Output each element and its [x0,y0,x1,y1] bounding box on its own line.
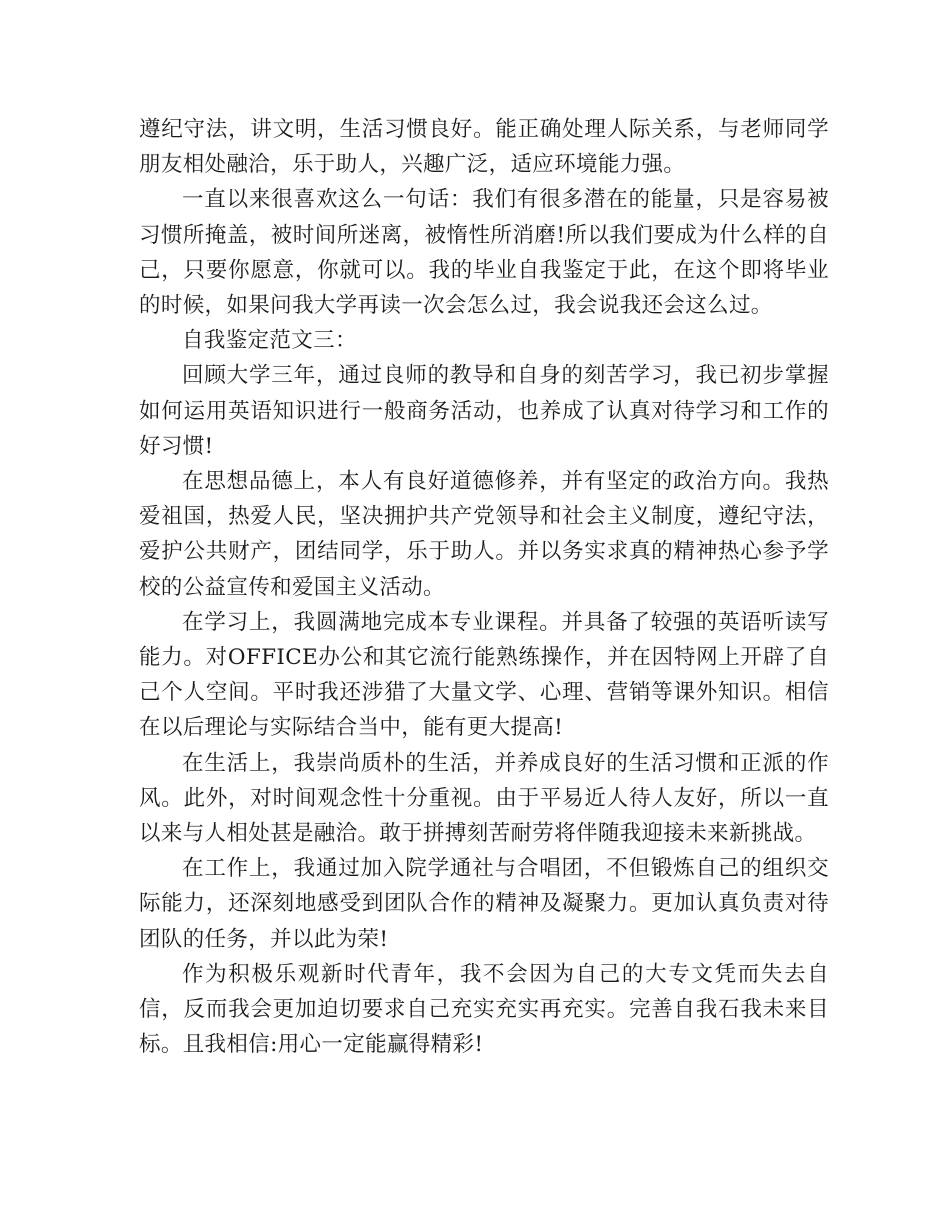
paragraph-life: 在生活上，我崇尚质朴的生活，并养成良好的生活习惯和正派的作风。此外，对时间观念性十分重视。由于平易近人待人友好，所以一直以来与人相处甚是融洽。敢于拼搏刻苦耐劳将伴随我迎接未来新挑战。 [139,750,829,847]
paragraph-motto: 一直以来很喜欢这么一句话：我们有很多潜在的能量，只是容易被习惯所掩盖，被时间所迷离，被惰性所消磨!所以我们要成为什么样的自己，只要你愿意，你就可以。我的毕业自我鉴定于此，在这个即将毕业的时候，如果问我大学再读一次会怎么过，我会说我还会这么过。 [139,187,829,319]
section-heading: 自我鉴定范文三： [182,328,357,354]
paragraph-work: 在工作上，我通过加入院学通社与合唱团，不但锻炼自己的组织交际能力，还深刻地感受到团队合作的精神及凝聚力。更加认真负责对待团队的任务，并以此为荣! [139,856,829,952]
paragraph-study: 在学习上，我圆满地完成本专业课程。并具备了较强的英语听读写能力。对OFFICE办公和其它流行能熟练操作，并在因特网上开辟了自己个人空间。平时我还涉猎了大量文学、心理、营销等课外知识。相信在以后理论与实际结合当中，能有更大提高! [139,609,829,741]
paragraph-continuation: 遵纪守法，讲文明，生活习惯良好。能正确处理人际关系，与老师同学朋友相处融洽，乐于助人，兴趣广泛，适应环境能力强。 [139,117,829,178]
document-body [139,112,829,1062]
paragraph-morality: 在思想品德上，本人有良好道德修养，并有坚定的政治方向。我热爱祖国，热爱人民，坚决拥护共产党领导和社会主义制度，遵纪守法，爱护公共财产，团结同学，乐于助人。并以务实求真的精神热心参予学校的公益宣传和爱国主义活动。 [139,469,829,600]
paragraph-review: 回顾大学三年，通过良师的教导和自身的刻苦学习，我已初步掌握如何运用英语知识进行一般商务活动，也养成了认真对待学习和工作的好习惯! [139,363,829,459]
paragraph-conclusion: 作为积极乐观新时代青年，我不会因为自己的大专文凭而失去自信，反而我会更加迫切要求自己充实充实再充实。完善自我石我未来目标。且我相信:用心一定能赢得精彩! [139,961,829,1058]
